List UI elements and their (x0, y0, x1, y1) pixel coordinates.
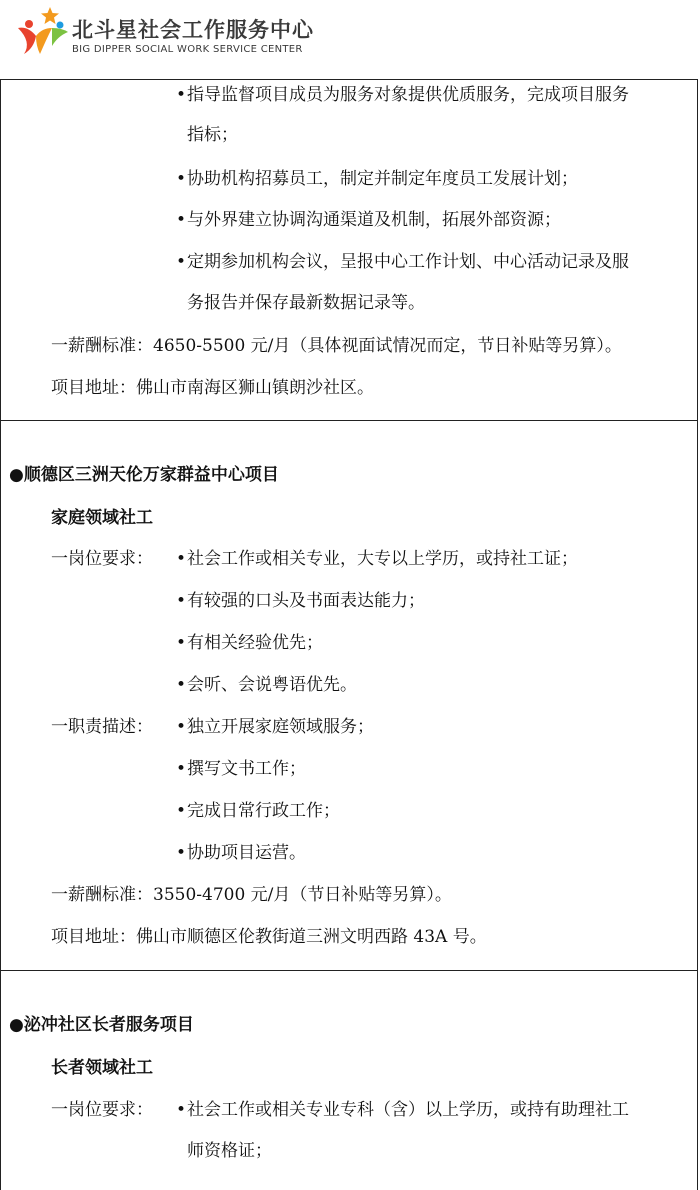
header (0, 0, 700, 80)
section-shunde-project (0, 420, 698, 971)
requirement-item: • 社会工作或相关专业，大专以上学历，或持社工证； (187, 548, 578, 570)
role-title: 家庭领域社工 (51, 508, 153, 528)
duty-item: • 完成日常行政工作； (187, 800, 340, 822)
salary-text: 一薪酬标准：4650-5500 元/月（具体视面试情况而定，节日补贴等另算）。 (51, 336, 622, 356)
role-title: 长者领域社工 (51, 1058, 153, 1078)
star-people-logo-icon (14, 6, 70, 56)
project-title: ●泌冲社区长者服务项目 (9, 1015, 194, 1035)
duty-item: • 与外界建立协调沟通渠道及机制，拓展外部资源； (187, 209, 561, 231)
duty-item-cont: 务报告并保存最新数据记录等。 (187, 293, 425, 313)
org-name-cn: 北斗星社会工作服务中心 (72, 18, 314, 42)
project-title: ●顺德区三洲天伦万家群益中心项目 (9, 465, 279, 485)
section-elderly-project (0, 970, 698, 1190)
requirement-item-cont: 师资格证； (187, 1141, 272, 1161)
org-name-en: BIG DIPPER SOCIAL WORK SERVICE CENTER (72, 44, 303, 55)
duty-item: • 协助项目运营。 (187, 842, 306, 864)
requirements-label: 一岗位要求： (51, 549, 153, 569)
requirement-item: • 会听、会说粤语优先。 (187, 674, 357, 696)
section-continued-duties (0, 79, 698, 421)
salary-text: 一薪酬标准：3550-4700 元/月（节日补贴等另算）。 (51, 885, 452, 905)
address-text: 项目地址：佛山市南海区狮山镇朗沙社区。 (51, 378, 374, 398)
duties-label: 一职责描述： (51, 717, 153, 737)
requirement-item: • 有较强的口头及书面表达能力； (187, 590, 425, 612)
duty-item: • 指导监督项目成员为服务对象提供优质服务，完成项目服务 (187, 84, 629, 106)
duty-item: • 独立开展家庭领域服务； (187, 716, 374, 738)
address-text: 项目地址：佛山市顺德区伦教街道三洲文明西路 43A 号。 (51, 927, 487, 947)
requirement-item: • 社会工作或相关专业专科（含）以上学历，或持有助理社工 (187, 1099, 629, 1121)
duty-item-cont: 指标； (187, 125, 238, 145)
requirements-label: 一岗位要求： (51, 1100, 153, 1120)
duty-item: • 定期参加机构会议，呈报中心工作计划、中心活动记录及服 (187, 251, 629, 273)
requirement-item: • 有相关经验优先； (187, 632, 323, 654)
duty-item: • 协助机构招募员工，制定并制定年度员工发展计划； (187, 168, 578, 190)
duty-item: • 撰写文书工作； (187, 758, 306, 780)
